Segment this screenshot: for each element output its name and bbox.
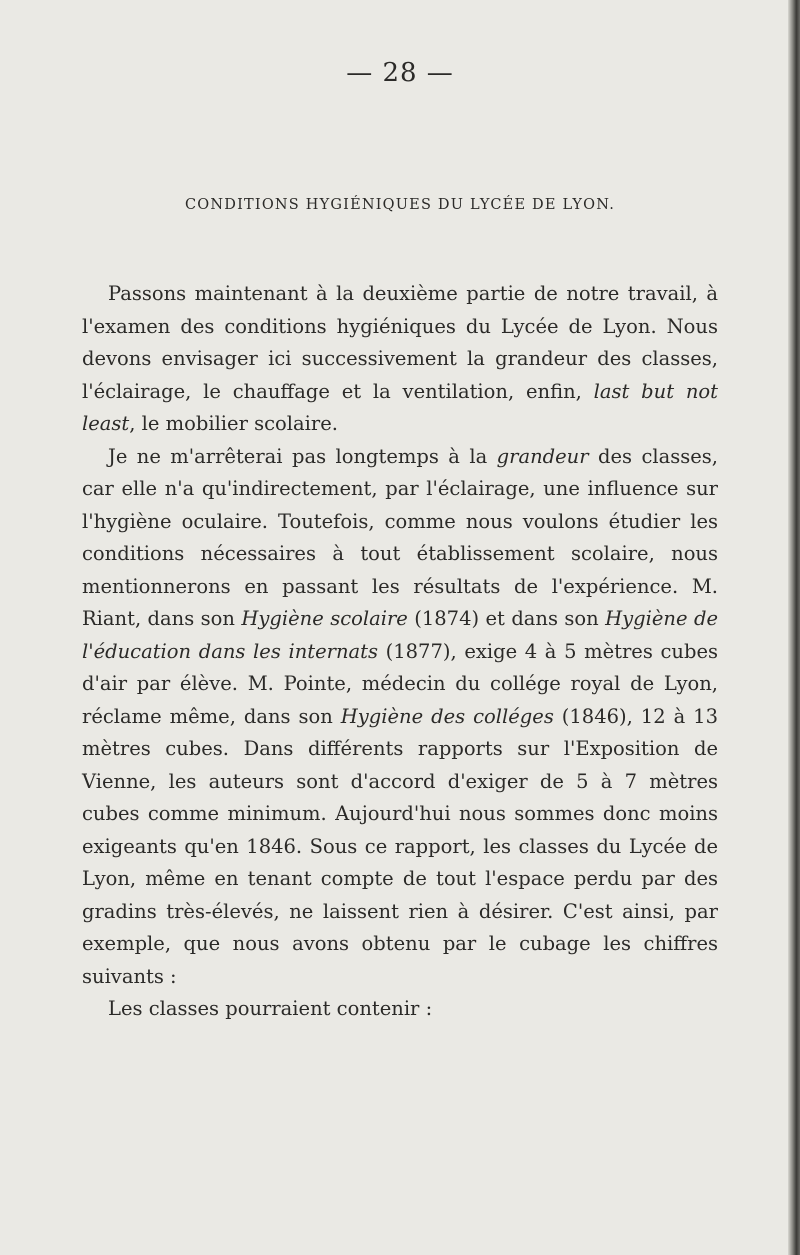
text-span: Passons maintenant à la deuxième partie de notre travail, à l'examen des conditions hygiéniques du Lycée de Lyon. Nous devons envisager ici successivement la grandeur des classes, l'éclairage, le chauffage et la ventilation, enfin, [82, 282, 718, 403]
running-head: CONDITIONS HYGIÉNIQUES DU LYCÉE DE LYON. [185, 197, 615, 213]
page-edge-shadow [788, 0, 800, 1255]
text-span: , le mobilier scolaire. [129, 412, 338, 435]
book-title: Hygiène des colléges [340, 704, 554, 728]
text-span: des classes, car elle n'a qu'indirectement, par l'éclairage, une influence sur l'hygiène oculaire. Toutefois, comme nous voulons étudier les conditions nécessaires à tout établissement scolaire, nous mentionnerons en passant les résultats de l'expérience. M. Riant, dans son [82, 444, 718, 630]
paragraph-1 [82, 278, 718, 441]
body-text [82, 278, 718, 1026]
text-span: (1877), exige 4 à 5 mètres cubes d'air par élève. M. Pointe, médecin du collége royal de Lyon, réclame même, dans son [82, 639, 718, 728]
text-span: Je ne m'arrêterai pas longtemps à la [108, 444, 497, 468]
page-number: — 28 — [346, 58, 454, 88]
italic-phrase: last but not least [82, 379, 718, 435]
text-span: (1846), 12 à 13 mètres cubes. Dans différents rapports sur l'Exposition de Vienne, les auteurs sont d'accord d'exiger de 5 à 7 mètres cubes comme minimum. Aujourd'hui nous sommes donc moins exigeants qu'en 1846. Sous ce rapport, les classes du Lycée de Lyon, même en tenant compte de tout l'espace perdu par des gradins très-élevés, ne laissent rien à désirer. C'est ainsi, par exemple, que nous avons obtenu par le cubage les chiffres suivants : [82, 704, 718, 988]
paragraph-3: Les classes pourraient contenir : [108, 997, 433, 1020]
italic-word: grandeur [496, 444, 589, 468]
book-title: Hygiène de l'éducation dans les internats [82, 607, 718, 663]
text-span: (1874) et dans son [407, 607, 606, 630]
book-title: Hygiène scolaire [241, 607, 408, 630]
paragraph-2 [82, 441, 718, 994]
